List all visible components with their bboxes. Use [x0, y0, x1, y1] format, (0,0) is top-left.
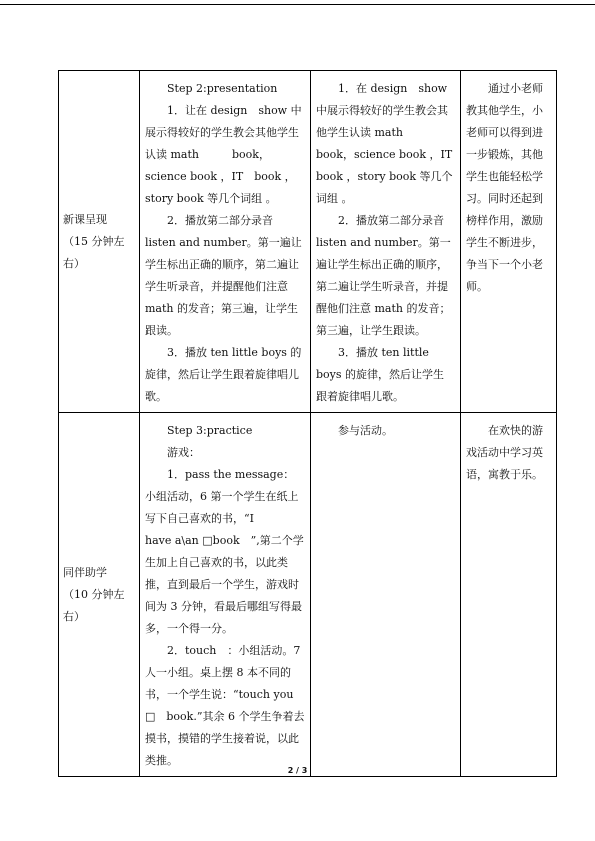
phase-title: 同伴助学: [63, 565, 107, 579]
step-title: Step 2:presentation: [167, 82, 278, 95]
phase-label-cell: [59, 413, 140, 777]
teacher-item: 2．touch ：小组活动。7 人一小组。桌上摆 8 本不同的书，一个学生说：“touch you □ book.”其余 6 个学生争着去摸书，摸错的学生接着说，以此类推。: [145, 644, 305, 767]
lesson-plan-table: [58, 70, 557, 777]
table-row: [59, 413, 557, 777]
teacher-item: 1．让在 design show 中展示得较好的学生教会其他学生认读 math book，science book ，IT book ，story book 等几个词组 。: [145, 104, 302, 205]
phase-label-cell: [59, 71, 140, 413]
student-item: 1．在 design show 中展示得较好的学生教会其他学生认读 math book，science book ，IT book ，story book 等几个词组 。: [316, 82, 453, 205]
phase-title: 新课呈现: [63, 212, 107, 226]
page-number: 2 / 3: [287, 766, 308, 775]
teacher-activity-cell: [140, 413, 311, 777]
design-intent-cell: [461, 413, 557, 777]
student-item: 参与活动。: [338, 424, 393, 437]
student-activity-cell: [311, 413, 461, 777]
teacher-item: 1．pass the message：小组活动，6 第一个学生在纸上写下自己喜欢的书，“I have a\an □book ”,第二个学生加上自己喜欢的书，以此类推，直到最后一个学生，游戏时间为 3 分钟，看最后哪组写得最多，一个得一分。: [145, 468, 304, 635]
step-title: Step 3:practice: [167, 424, 253, 437]
phase-duration: （10 分钟左右）: [63, 587, 125, 623]
header-rule: [0, 4, 595, 5]
teacher-item: 2．播放第二部分录音 listen and number。第一遍让学生标出正确的顺序，第二遍让学生听录音，并提醒他们注意 math 的发音；第三遍，让学生跟读。: [145, 214, 302, 337]
student-item: 3．播放 ten little boys 的旋律，然后让学生跟着旋律唱儿歌。: [316, 346, 445, 403]
student-item: 2．播放第二部分录音 listen and number。第一遍让学生标出正确的顺序，第二遍让学生听录音，并提醒他们注意 math 的发音；第三遍，让学生跟读。: [316, 214, 451, 337]
teacher-item: 3．播放 ten little boys 的旋律，然后让学生跟着旋律唱儿歌。: [145, 346, 302, 403]
design-intent-cell: [461, 71, 557, 413]
design-intent-text: 通过小老师教其他学生，小老师可以得到进一步锻炼，其他学生也能轻松学习。同时还起到榜样作用，激励学生不断进步，争当下一个小老师。: [466, 82, 543, 293]
table-row: [59, 71, 557, 413]
design-intent-text: 在欢快的游戏活动中学习英语，寓教于乐。: [466, 424, 543, 481]
teacher-item: 游戏：: [167, 446, 200, 459]
student-activity-cell: [311, 71, 461, 413]
teacher-activity-cell: [140, 71, 311, 413]
phase-duration: （15 分钟左右）: [63, 234, 125, 270]
